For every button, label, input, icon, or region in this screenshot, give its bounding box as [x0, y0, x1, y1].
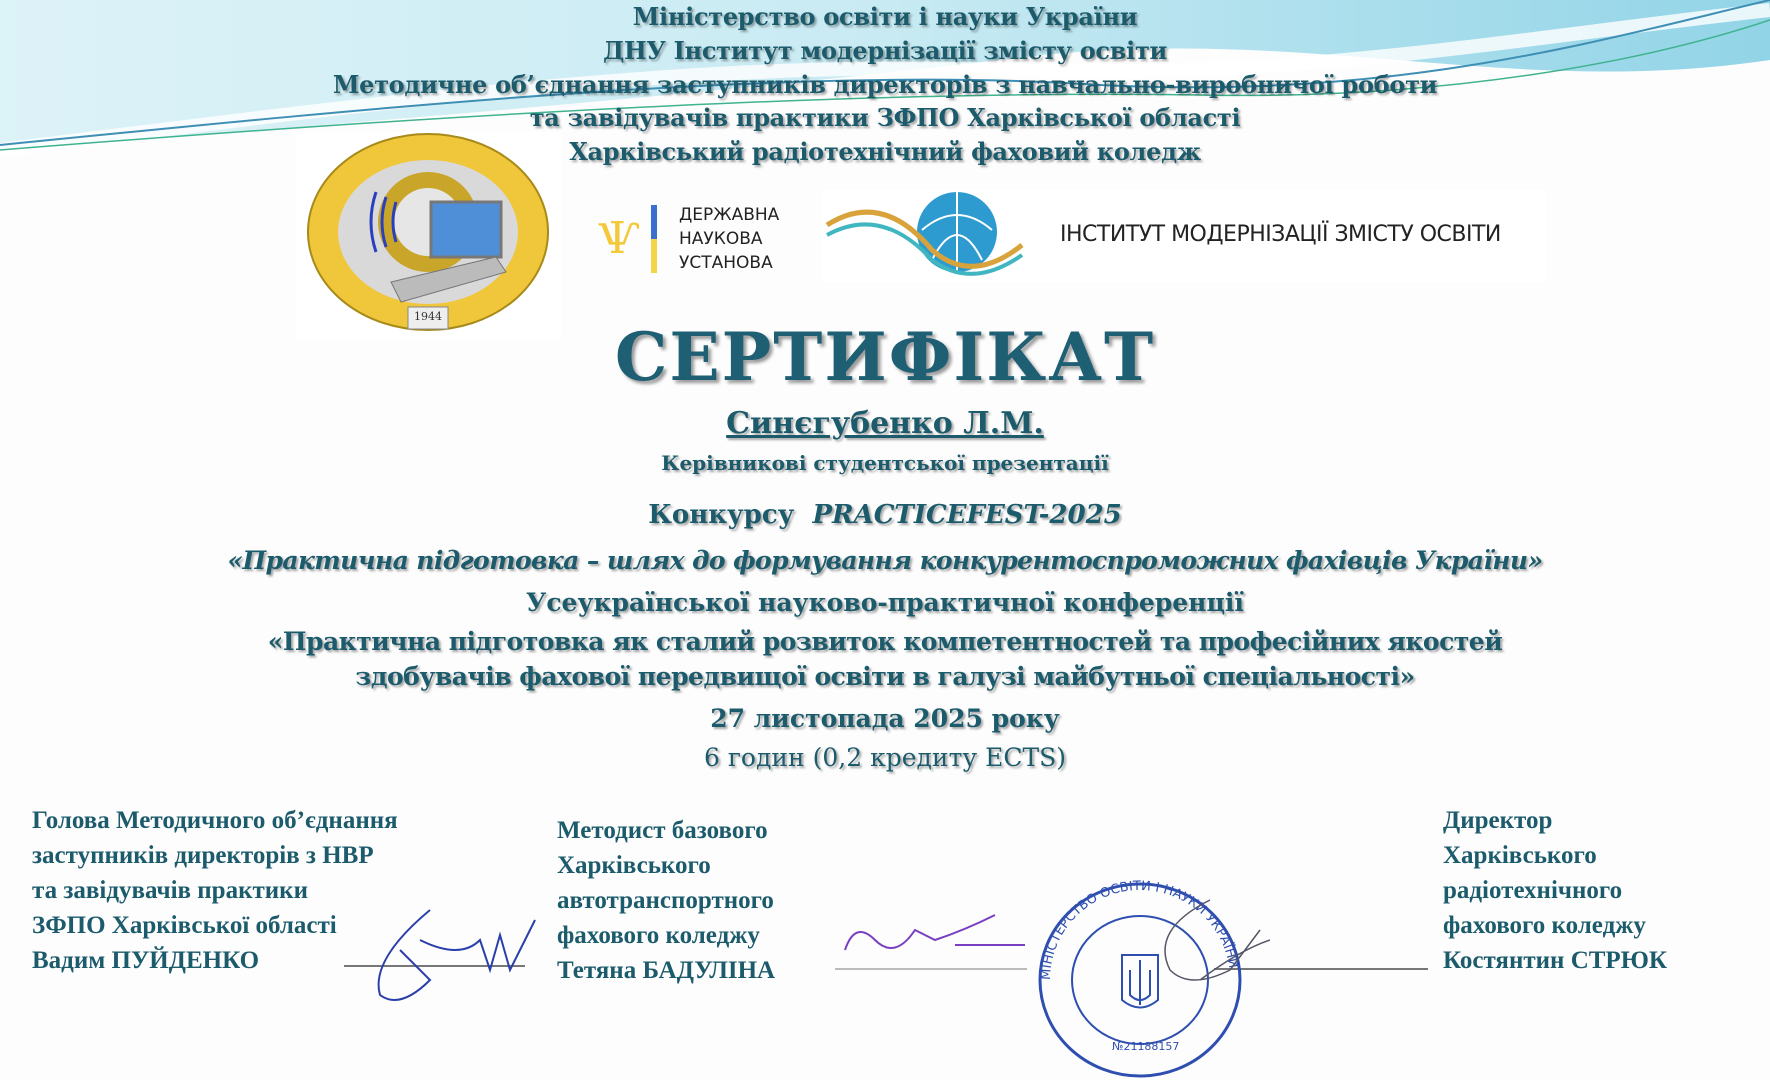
recipient-role: Керівникові студентської презентації [661, 451, 1109, 475]
signatory-right-line: радіотехнічного [1443, 877, 1623, 904]
signatory-right-line: Директор [1443, 807, 1553, 834]
header-line-1: Міністерство освіти і науки України [632, 2, 1138, 31]
signatory-right [1443, 803, 1667, 978]
state-line-2: НАУКОВА [679, 229, 763, 249]
state-line-3: УСТАНОВА [679, 253, 773, 273]
state-line-1: ДЕРЖАВНА [679, 205, 780, 225]
signatory-middle-line: автотранспортного [557, 887, 774, 914]
official-stamp [1030, 870, 1270, 1080]
hours: 6 годин (0,2 кредиту ECTS) [703, 743, 1067, 772]
trident-icon: Ѱ [598, 213, 640, 264]
signatory-middle-name: Тетяна БАДУЛІНА [557, 957, 776, 984]
signatory-left-line: заступників директорів з НВР [32, 842, 374, 869]
institute-name: ІНСТИТУТ МОДЕРНІЗАЦІЇ ЗМІСТУ ОСВІТИ [1060, 222, 1501, 247]
signatory-middle-line: Харківського [557, 852, 711, 879]
stamp-outer-text: МІНІСТЕРСТВО ОСВІТИ І НАУКИ УКРАЇНИ [1038, 878, 1241, 981]
signatory-left-line: ЗФПО Харківської області [32, 912, 337, 939]
conference-theme-1: «Практична підготовка як сталий розвиток компетентностей та професійних якостей [267, 627, 1503, 656]
stamp-number: №21188157 [1112, 1040, 1180, 1053]
header-line-5: Харківський радіотехнічний фаховий коледж [569, 137, 1201, 166]
conference-theme-2: здобувачів фахової передвищої освіти в галузі майбутньої спеціальності» [355, 662, 1415, 691]
recipient-name: Синєгубенко Л.М. [726, 406, 1044, 441]
contest-name: PRACTICEFEST-2025 [812, 500, 1122, 530]
conference: Усеукраїнської науково-практичної конференції [526, 588, 1244, 617]
header-line-3: Методичне об’єднання заступників директорів з навчально-виробничої роботи [332, 70, 1438, 99]
contest-theme: «Практична підготовка – шлях до формування конкурентоспроможних фахівців України» [227, 546, 1543, 575]
signatory-left-name: Вадим ПУЙДЕНКО [32, 947, 260, 974]
signatory-right-line: Харківського [1443, 842, 1597, 869]
signatory-middle-line: фахового коледжу [557, 922, 760, 949]
signatory-middle [557, 813, 775, 988]
contest-line [0, 500, 1770, 530]
college-logo [296, 132, 561, 339]
certificate-title: СЕРТИФІКАТ [614, 318, 1156, 396]
header-line-4: та завідувачів практики ЗФПО Харківської області [529, 103, 1241, 132]
signatory-middle-line: Методист базового [557, 817, 768, 844]
globe-icon [822, 190, 1032, 282]
signature-middle [835, 900, 1035, 970]
signatory-left-line: Голова Методичного об’єднання [32, 807, 398, 834]
contest-prefix: Конкурсу [648, 500, 795, 530]
signatory-right-name: Костянтин СТРЮК [1443, 947, 1667, 974]
state-institution-logo [593, 201, 793, 277]
signatory-left-line: та завідувачів практики [32, 877, 308, 904]
college-year: 1944 [414, 310, 442, 323]
signature-left [340, 900, 540, 1010]
header-line-2: ДНУ Інститут модернізації змісту освіти [602, 36, 1168, 65]
institute-logo [822, 190, 1547, 282]
signatory-right-line: фахового коледжу [1443, 912, 1646, 939]
event-date: 27 листопада 2025 року [710, 704, 1060, 733]
